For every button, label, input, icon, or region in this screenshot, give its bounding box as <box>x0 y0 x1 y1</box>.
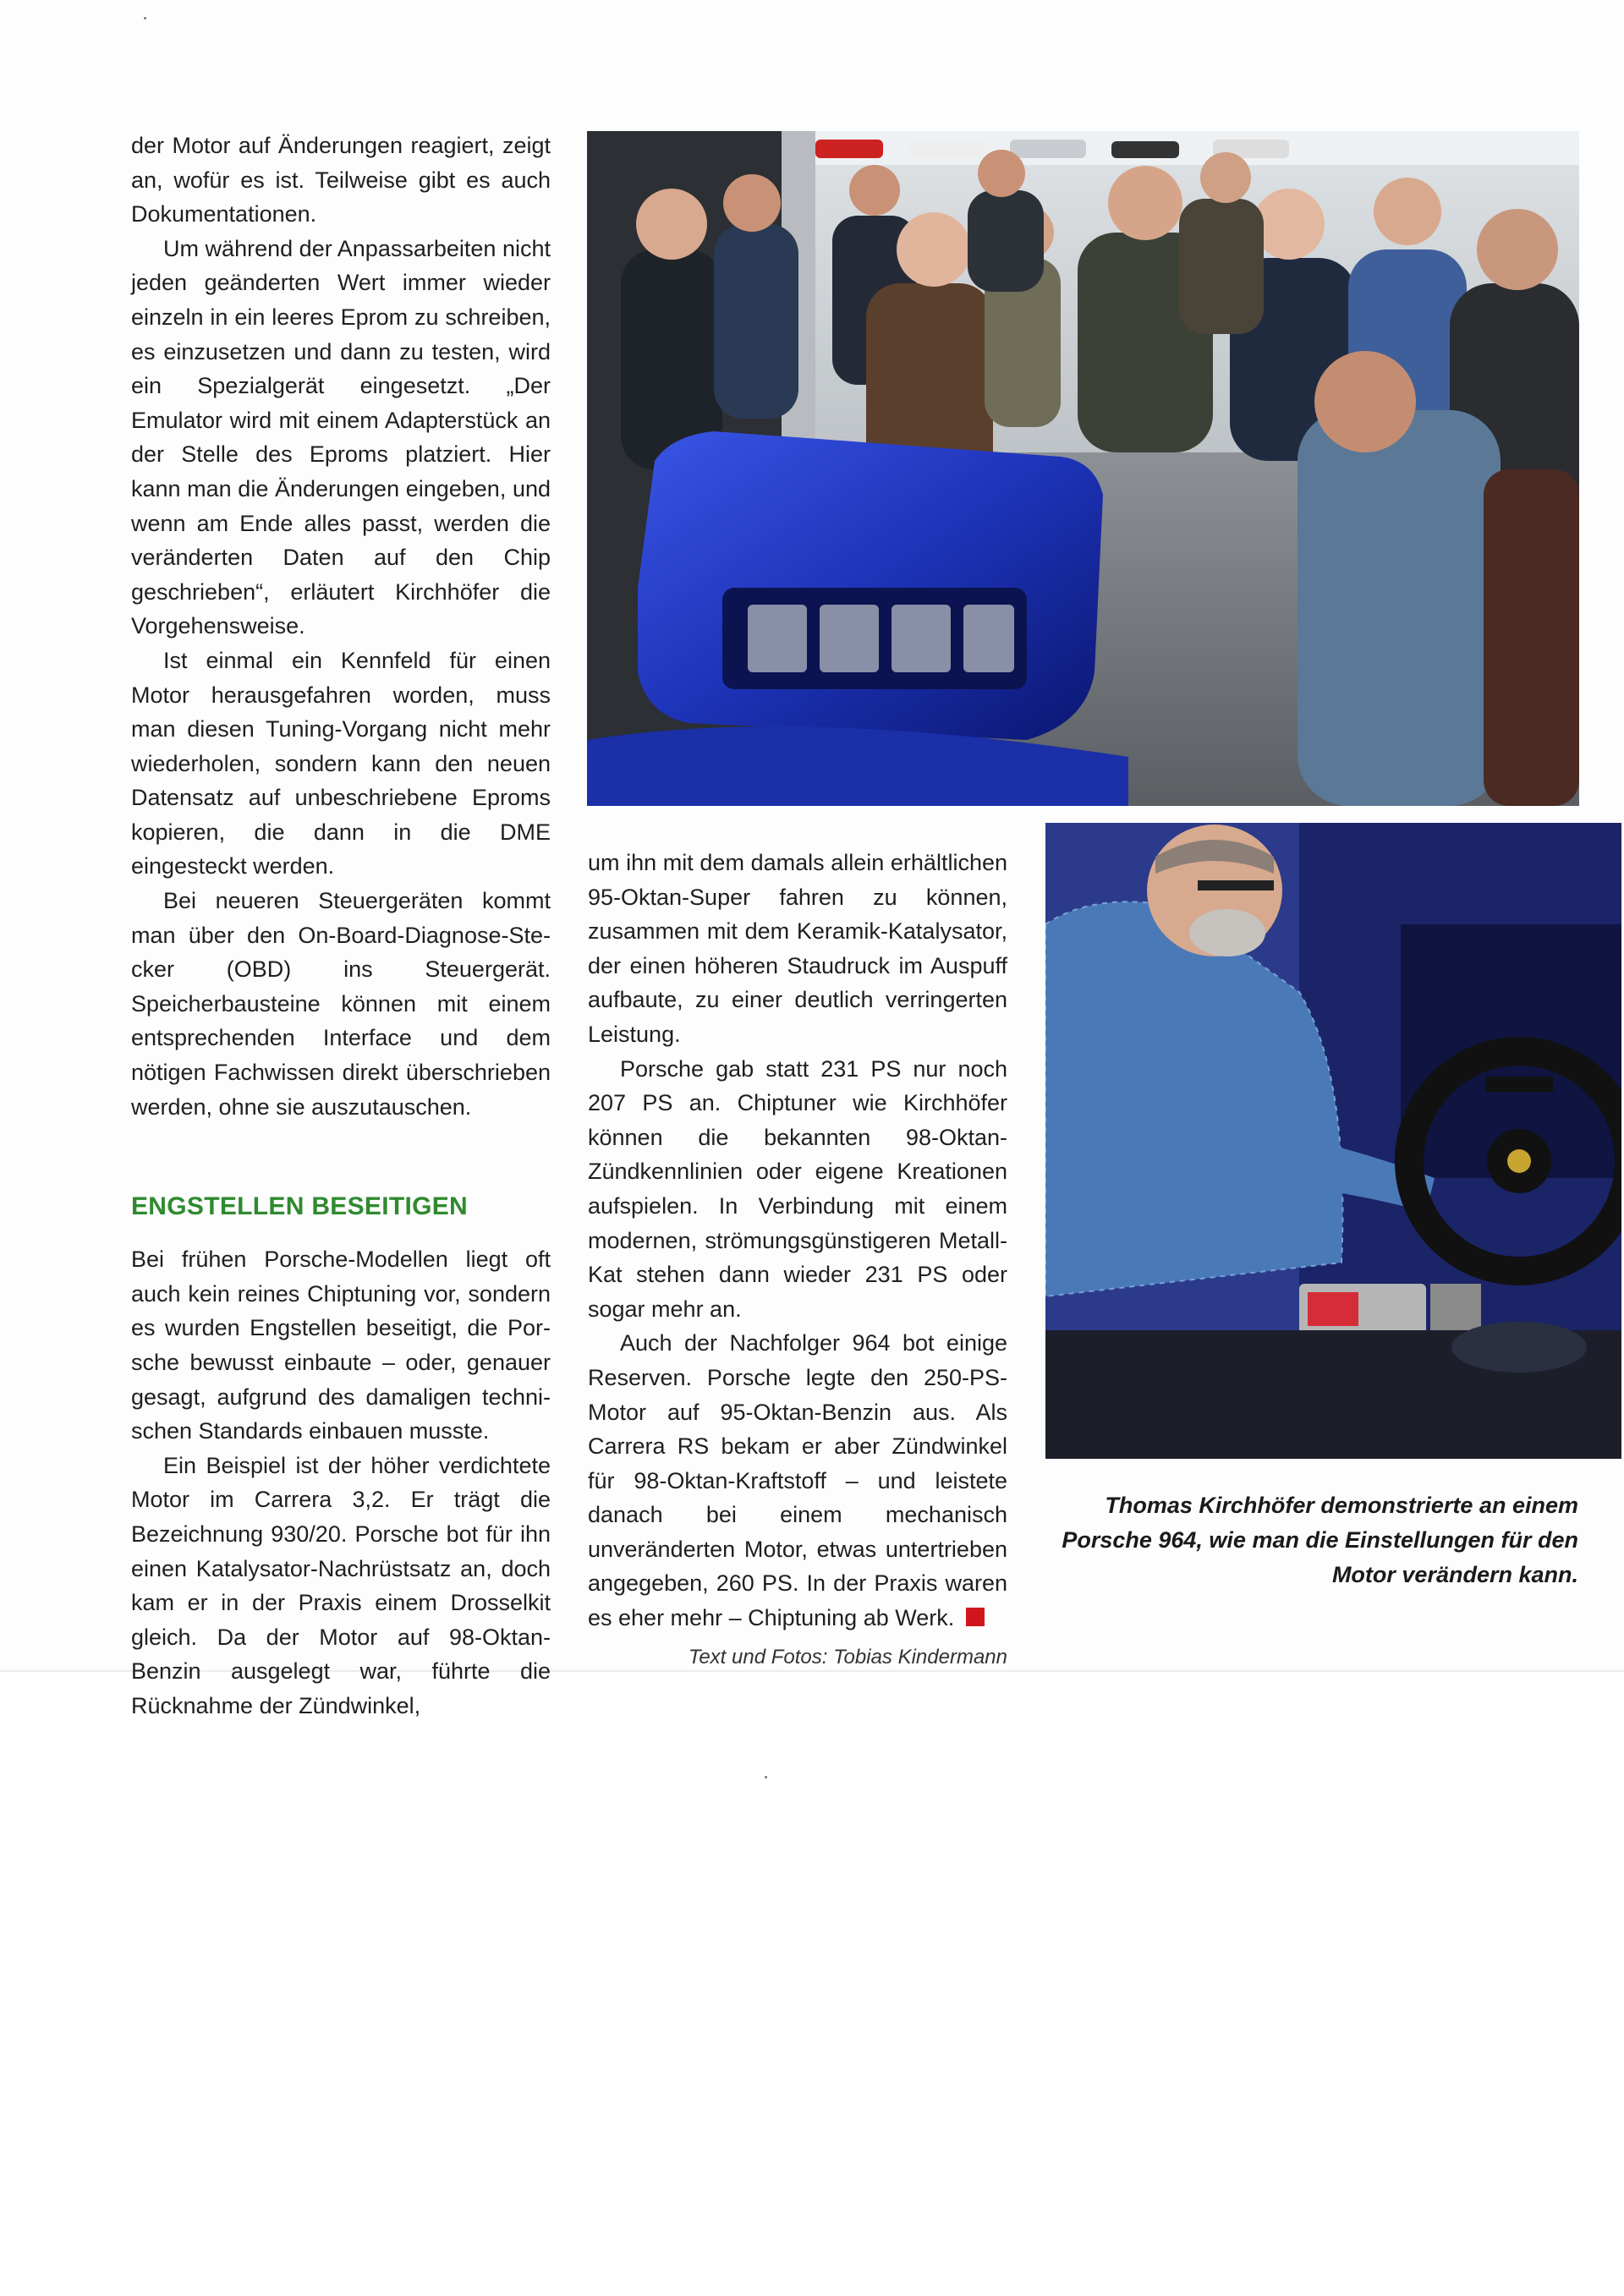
workshop-group-photo <box>587 131 1579 806</box>
text-column-left <box>131 129 551 1723</box>
photo-credit: Text und Fotos: Tobias Kindermann <box>688 1645 1007 1669</box>
paragraph: um ihn mit dem damals allein erhältlichen 95-Oktan-Super fahren zu können, zusammen mit dem Keramik-Katalysator, der einen höheren Staudruck im Auspuff aufbaute, zu einer deutlich verringerten Leistung. <box>588 850 1007 1047</box>
scan-speck <box>144 17 146 19</box>
paragraph: Bei frühen Porsche-Modellen liegt oft auch kein reines Chiptuning vor, sondern es wurden Engstellen beseitigt, die Porsche bewusst einbaute – oder, genauer gesagt, aufgrund des damaligen technischen Standards einbauen musste. <box>131 1247 551 1444</box>
paragraph: Ist einmal ein Kennfeld für einen Motor herausgefahren worden, muss man diesen Tuning-Vorgang nicht mehr wiederholen, sondern kann den neuen Datensatz auf unbeschriebene Eproms kopieren, die dann in die DME eingesteckt werden. <box>131 647 551 879</box>
driver-seat-illustration <box>1045 823 1621 1459</box>
photo-caption: Thomas Kirchhöfer demonstrierte an einem Porsche 964, wie man die Einstellungen für den Motor verändern kann. <box>1062 1493 1578 1587</box>
workshop-group-illustration <box>587 131 1579 806</box>
scan-speck <box>765 1776 767 1778</box>
section-heading: ENGSTELLEN BESEITIGEN <box>131 1192 469 1221</box>
paragraph: Um während der Anpassarbeiten nicht jeden geänderten Wert immer wieder einzeln in ein leeres Eprom zu schreiben, es einzusetzen und dann zu testen, wird ein Spezialgerät eingesetzt. „Der Emulator wird mit einem Adapterstück an der Stelle des Eproms platziert. Hier kann man die Änderungen eingeben, und wenn am Ende alles passt, werden die veränderten Daten auf den Chip geschrieben“, erläutert Kirchhöfer die Vorgehensweise. <box>131 235 551 639</box>
paragraph <box>588 1326 1007 1635</box>
paragraph: Ein Beispiel ist der höher verdichtete Motor im Carrera 3,2. Er trägt die Bezeichnung 930/20. Porsche bot für ihn einen Katalysator-Nachrüstsatz an, doch kam er in der Praxis einem Drosselkit gleich. Da der Motor auf 98-Oktan-Benzin ausgelegt war, führte die Rücknahme der Zündwinkel, <box>131 1452 551 1718</box>
paragraph: Porsche gab statt 231 PS nur noch 207 PS an. Chiptuner wie Kirchhöfer können die bekannten 98-Oktan-Zündkennlinien oder eigene Kreationen aufspielen. In Verbindung mit einem modernen, strömungsgünstigeren Metall-Kat stehen dann wieder 231 PS oder sogar mehr an. <box>588 1055 1007 1322</box>
driver-seat-photo <box>1045 823 1621 1459</box>
paragraph: der Motor auf Änderungen reagiert, zeigt an, wofür es ist. Teilweise gibt es auch Dokumentationen. <box>131 133 551 227</box>
text-column-middle <box>588 846 1007 1673</box>
paragraph-text: Auch der Nachfolger 964 bot einige Reserven. Porsche legte den 250-PS-Motor auf 95-Oktan-Benzin aus. Als Carrera RS bekam er aber Zündwinkel für 98-Oktan-Kraftstoff – und leistete danach bei einem mechanisch unveränderten Motor, etwas untertrieben angegeben, 260 PS. In der Praxis waren es eher mehr – Chiptuning ab Werk. <box>588 1330 1007 1631</box>
paragraph: Bei neueren Steuergeräten kommt man über den On-Board-Diagnose-Stecker (OBD) ins Steuergerät. Speicherbausteine können mit einem entsprechenden Interface und dem nötigen Fachwissen direkt überschrieben werden, ohne sie auszutauschen. <box>131 888 551 1120</box>
end-of-article-mark <box>966 1608 985 1626</box>
